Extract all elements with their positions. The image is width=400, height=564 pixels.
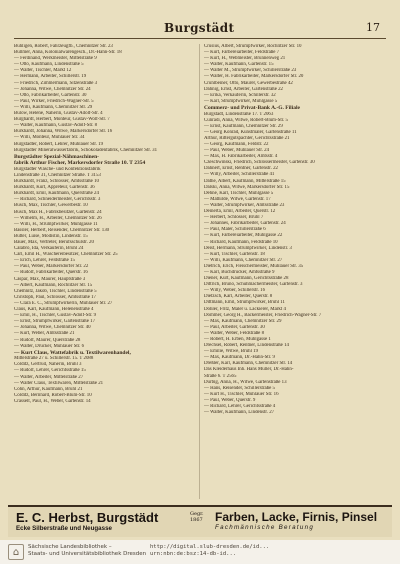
directory-entry: — Herbert, Schlosser, Brühl 7 bbox=[204, 215, 264, 221]
directory-entry: — Johanna, Witwe, Chemnitzer Str. 40 bbox=[14, 325, 91, 331]
directory-entry: — Willy, Arbeiter, Schillerstraße 41 bbox=[204, 172, 275, 178]
directory-entry: — Richard, Kaufmann, Feldstraße 10 bbox=[204, 239, 278, 245]
directory-entry: — Paul, Arbeiter, Gartenstr. 30 bbox=[204, 324, 265, 330]
directory-entry: — Mathilde, Witwe, Gartenstr. 17 bbox=[204, 196, 271, 202]
ad-founded-label: Gegr. bbox=[190, 511, 204, 517]
library-footer bbox=[0, 540, 400, 564]
directory-entry: Claus, Karl, Kaufmann, Helenenstraße 4 bbox=[14, 307, 94, 313]
directory-entry: Das Kleiderhaus Inh. Hans Müller, Dr.-Hahn- bbox=[204, 367, 294, 373]
directory-entry: Bühligen, Robert, Fahrzeugfb., Chemnitzer Str. 23 bbox=[14, 44, 113, 49]
directory-entry: — Walter Claus, Textilwaren, Mittelstraße 21 bbox=[14, 380, 104, 386]
directory-entry: Drechsel, Robert, Rentner, Lindenstraße 14 bbox=[204, 343, 289, 349]
directory-entry: — Emilie, Witwe, Brühl 19 bbox=[204, 349, 259, 355]
directory-entry: — Kurt, Färbereiarbeiter, Mühlgasse 22 bbox=[204, 233, 283, 239]
directory-entry: — Hans, Reisender, Schillerstraße 5 bbox=[204, 385, 275, 391]
library-name bbox=[28, 544, 146, 558]
directory-entry: — Clara E. C., Strumpfwirkerin, Mühlauer Str. 27 bbox=[14, 300, 113, 306]
ad-founded bbox=[190, 511, 214, 523]
directory-entry: — Kurt, Weber, Amtsstraße 21 bbox=[14, 331, 75, 337]
directory-entry: — Richard, Schneidermeister, Gerichtsstr. 3 bbox=[14, 197, 101, 203]
directory-entry: Colditz, Gertrud, Näherin, Brühl 3 bbox=[14, 362, 82, 368]
column-divider bbox=[199, 44, 200, 499]
directory-entry: — Erika, Verkäuferin, Schillerstr. 32 bbox=[204, 92, 276, 98]
directory-entry: Bauer, Max, Vertreter, Berufsschulstr. 20 bbox=[14, 240, 94, 245]
source-url-line-2: urn:nbn:de:bsz:14-db-id... bbox=[150, 551, 237, 557]
directory-entry: — Georg Konrad, Kunstmaler, Gartenstraße 11 bbox=[204, 129, 297, 135]
directory-entry: — Walter, Arbeiter, Mittelstraße 27 bbox=[14, 374, 84, 380]
herbst-ad bbox=[16, 510, 186, 532]
directory-entry: — Rudolf, Lehrer, Gerichtsstraße 15 bbox=[14, 368, 86, 374]
directory-entry: Dittrich, Bruno, Schuhmachermeister, Gartenstr. 3 bbox=[204, 282, 303, 288]
directory-entry: — Kurt H., Tischler, Mühlauer Str. 16 bbox=[204, 391, 279, 397]
directory-entry: — Emil, H., Tischler, Gustav-Adolf-Str. 9 bbox=[14, 313, 97, 319]
directory-entry: — Walter, Kaufmann, Gartenstr. 15 bbox=[204, 62, 274, 68]
directory-entry: Caspar, Max, Maurer, Hauptstraße 3 bbox=[14, 276, 86, 282]
directory-entry: — Ernst, Kaufmann, Chemnitzer Str. 29 bbox=[204, 123, 283, 129]
directory-entry: Burghardt, Herbert, Monteur, Gustav-Wolf-Str. 7 bbox=[14, 117, 110, 123]
directory-entry: — Walter, Weber, Feldstraße 8 bbox=[204, 330, 265, 336]
library-line-2: Staats- und Universitätsbibliothek Dresden bbox=[28, 551, 147, 557]
directory-entry: Commerz- und Privat-Bank A.-G. Filiale bbox=[204, 104, 300, 111]
directory-entry: Deinerta, Emil, Arbeiter, Querstr. 12 bbox=[204, 209, 276, 215]
directory-entry: Straße 6. T 2565 bbox=[204, 373, 237, 379]
directory-entry: Carl, Emil H., Wäschereibesitzer, Chemnitzer Str. 25 bbox=[14, 252, 118, 258]
left-column bbox=[14, 44, 196, 405]
directory-entry: Bullmer, Anna, Kolonialwarengesch., Dr.-Hahn-Str. 18 bbox=[14, 50, 122, 56]
directory-entry: — Walter, Kaufmann, Lindenstr. 27 bbox=[204, 410, 275, 416]
directory-entry: Colditz, Bernhard, Robert-Blum-Str. 10 bbox=[14, 392, 92, 398]
directory-entry: Cohn, Arthur, Kaufmann, Brühl 21 bbox=[14, 386, 83, 392]
page-header bbox=[14, 18, 386, 39]
directory-entry: — Paul, Weber, Markersdorfer Str. 22 bbox=[14, 264, 89, 270]
directory-entry: — Rudolf, Fabrikarbeiter, Querstr. 16 bbox=[14, 270, 88, 276]
directory-entry: Czeschwinski, Friedrich, Schlossermeister, Gartenstr. 30 bbox=[204, 160, 315, 166]
directory-entry: Calabrò, Ida, Verkäuferin, Brühl 24 bbox=[14, 246, 84, 252]
directory-entry: — Kurt, Färbereiarbeiter, Feldstraße 7 bbox=[204, 50, 280, 56]
directory-entry: — Kurt Claus, Wattefabrik u. Textilwarenhandel, bbox=[14, 349, 131, 356]
directory-entry: — Rudolf, Maurer, Querstraße 28 bbox=[14, 337, 81, 343]
directory-entry: Deist, Hermann, Strumpfwirker, Lindenstr. 3 bbox=[204, 245, 292, 251]
directory-entry: — Willi, Monteur, Mühlauer Str. 34 bbox=[14, 135, 85, 141]
ad-address: Ecke Silberstraße und Neugasse bbox=[16, 525, 112, 532]
directory-entry: Burgstädter, Robert, Lehrer, Mühlauer Str. 19 bbox=[14, 141, 104, 147]
directory-entry: — Georg, Kaufmann, Feldstr. 22 bbox=[204, 142, 269, 147]
directory-entry: — Willi, Kaufmann, Chemnitzer Str. 29 bbox=[14, 104, 93, 110]
directory-entry: — Richard, Lehrer, Gerichtsstraße 4 bbox=[204, 404, 276, 410]
advertisement-strip bbox=[8, 505, 392, 537]
directory-entry: Burgstädter Spezial-Nähmaschinen- bbox=[14, 153, 99, 160]
directory-entry: Dalski, Anna, Witwe, Markersdorfer Str. 15 bbox=[204, 184, 290, 190]
directory-entry: — Willi, Kaufmann, Chemnitzer Str. 27 bbox=[204, 257, 283, 263]
directory-entry: — Karl, Strumpfwirker, Mühlgasse 5 bbox=[204, 98, 278, 104]
directory-entry: — Friedrich, Zimmermann, Sitzenstraße 3 bbox=[14, 80, 98, 86]
directory-entry: Burgstädt, Lindenstraße 17. T 2063 bbox=[204, 111, 274, 117]
directory-entry: — Willi, H., Strumpfwirker, Mühlgasse 11 bbox=[14, 221, 98, 227]
directory-entry: — Robert, H. Erben, Mühlgasse 1 bbox=[204, 337, 271, 342]
directory-entry: — Paul, Weber, Querstr. 9 bbox=[204, 397, 256, 403]
directory-entry: — Ferdinand, Werkmeister, Mittelstraße 9 bbox=[14, 56, 97, 62]
directory-entry: fabrik Arthur Fischer, Markersdorfer Straße 10. T 2354 bbox=[14, 160, 146, 167]
ad-company-name: E. C. Herbst, Burgstädt bbox=[16, 510, 159, 525]
directory-entry: — Walter, Kaufmann, Gustav-Adolf-Str. 8 bbox=[14, 123, 98, 129]
directory-entry: Burkhardt, Franz, Schlosser, Amtsstraße 10 bbox=[14, 179, 99, 185]
directory-entry: Dommer, Georg H., Bäckermeister, Friedrich-Wagner-Str. 7 bbox=[204, 312, 322, 318]
directory-entry: Dittmann, Emil, Strumpfwirker, Brühl 11 bbox=[204, 300, 285, 306]
directory-entry: Dähnig, Ernst, Arbeiter, Gartenstraße 22 bbox=[204, 86, 283, 92]
directory-entry: Diener, Kurt, Kaufmann, Gerichtsstraße 28 bbox=[204, 276, 289, 282]
directory-entry: — Max, Kaufmann, Dr.-Hahn-Str. 9 bbox=[204, 355, 275, 361]
directory-entry: — Erich, Lehrer, Feldstraße 15 bbox=[14, 258, 75, 264]
directory-entry: Busch, Max, Tischler, Gewerbestr. 10 bbox=[14, 203, 88, 209]
page-number: 17 bbox=[366, 21, 380, 34]
directory-entry: Crasselt, Paul, H., Weber, Gartenstr. 14 bbox=[14, 398, 91, 404]
directory-entry: — Willy, Weber, Schillerstr. 16 bbox=[204, 288, 266, 294]
directory-entry: Burkhardt, Kurt, Appreteur, Gartenstr. 36 bbox=[14, 185, 95, 191]
ad-subtitle: Fachmännische Beratung bbox=[215, 524, 315, 531]
directory-entry: — Hermann, Arbeiter, Schillerstr. 19 bbox=[14, 74, 87, 80]
library-line-1: Sächsische Landesbibliothek – bbox=[28, 544, 112, 550]
directory-entry: Butter, Luise, Modistin, Lindenstr. 15 bbox=[14, 233, 88, 239]
directory-entry: Döhler, Fritz, Maler u. Lackierer, Markt 4 bbox=[204, 306, 286, 312]
directory-entry: — Kurt, H., Webmeister, Brunnenweg 21 bbox=[204, 56, 286, 62]
directory-entry: — Johannes, Fabrikarbeiter, Gartenstr. 24 bbox=[204, 221, 286, 227]
directory-entry: Bässler, Herbert, Reisender, Chemnitzer Str. 130 bbox=[14, 227, 110, 233]
directory-entry: Dreßler, Karl, Kaufmann, Chemnitzer Str. 14 bbox=[204, 361, 293, 367]
directory-entry: Lindenstraße 31, Chemnitzer Straße. T 3153 bbox=[14, 172, 101, 178]
directory-entry: Burgstädter Wäsche- und Konfektionsfabrik bbox=[14, 166, 101, 172]
ad-products: Farben, Lacke, Firnis, Pinsel bbox=[215, 510, 378, 524]
directory-entry: Cunradi, Anna, Witwe, Robert-Blum-Str. 5 bbox=[204, 117, 288, 123]
library-logo-icon: ⌂ bbox=[8, 544, 24, 560]
directory-entry: Mittelstraße 27 u. Schillerstr. 15. T 2088 bbox=[14, 356, 94, 362]
directory-entry: — Paul, Wirker, Friedrich-Wagner-Str. 5 bbox=[14, 98, 94, 104]
directory-entry: Dürbig, Anna, H., Witwe, Gartenstraße 13 bbox=[204, 379, 287, 385]
directory-entry: — Walter, H. Fabrikarbeiter, Markersdorfer Str. 20 bbox=[204, 74, 304, 80]
directory-entry: Christoph, Paul, Schlosser, Amtsstraße 17 bbox=[14, 294, 96, 300]
directory-entry: Burkhardt, Emil, Kaufmann, Querstraße 24 bbox=[14, 191, 99, 197]
directory-entry: — Ernst, Strumpfwirker, Gartenstraße 17 bbox=[14, 319, 96, 325]
directory-entry: — Karl, Buchdrucker, Amtsstraße 9 bbox=[204, 269, 275, 275]
directory-entry: — Otto, Fabrikarbeiter, Gartenstr. 30 bbox=[14, 92, 87, 98]
directory-entry: — Otto, Kaufmann, Lindenstraße 5 bbox=[14, 62, 84, 68]
directory-entry: — Kurt, Tischler, Gartenstr. 18 bbox=[204, 251, 265, 257]
right-column bbox=[204, 44, 386, 416]
directory-entry: — Walter, Tischler, Markt 12 bbox=[14, 68, 72, 74]
source-url[interactable] bbox=[150, 544, 269, 558]
directory-entry: — Wilhelm, H., Arbeiter, Chemnitzer Str. 26 bbox=[14, 215, 102, 221]
directory-entry: Bülow, Helene, Näherin, Gustav-Adolf-Str. 4 bbox=[14, 111, 103, 117]
directory-entry: — Max, Kaufmann, Chemnitzer Str. 29 bbox=[204, 318, 282, 324]
directory-entry: — Paul, Maler, Schillerstraße 6 bbox=[204, 227, 266, 233]
directory-entry: Crusius, Albert, Strumpfwirker, Rochlitzer Str. 10 bbox=[204, 44, 302, 49]
directory-entry: Burkhardt, Johanna, Witwe, Markersdorfer Str. 16 bbox=[14, 129, 113, 135]
directory-entry: — Walter M., Strumpfwirker, Schillerstraße 23 bbox=[204, 68, 297, 74]
directory-entry: Dietzsch, Karl, Arbeiter, Querstr. 8 bbox=[204, 294, 273, 300]
directory-entry: Busch, Max H., Fabrikbesitzer, Gartenstr. 24 bbox=[14, 209, 102, 215]
directory-entry: Burgstädter Mineralwasserfabrik, Schokoladenfabrik, Chemnitzer Str. 31 bbox=[14, 147, 158, 153]
directory-entry: — Walter, Drucker, Mühlauer Str. 6 bbox=[14, 343, 85, 349]
ad-founded-year: 1867 bbox=[190, 517, 203, 523]
directory-entry: — Max, H. Fabrikarbeiter, Amtsstr. 4 bbox=[204, 154, 278, 160]
directory-entry: Dietrich, Erich, Fleischermeister, Mühlauer Str. 35 bbox=[204, 263, 304, 269]
directory-entry: Arthur, Rittergutspächter, Gerichtsstraße 21 bbox=[204, 135, 290, 141]
directory-entry: — Walter, Strumpfwirker, Amtsstraße 23 bbox=[204, 202, 285, 208]
directory-entry: Cruhlbeiner, Otto, Maurer, Gewerbestraße 42 bbox=[204, 80, 293, 86]
directory-entry: Chemnitz, Jakob, Tischler, Lindenstraße 5 bbox=[14, 288, 97, 294]
directory-entry: Dehne, Karl, Tischler, Mühlgasse 5 bbox=[204, 190, 274, 196]
source-url-line-1[interactable]: http://digital.slub-dresden.de/id... bbox=[150, 544, 270, 550]
paint-ad bbox=[215, 510, 387, 531]
directory-entry: — Johanna, Witwe, Chemnitzer Str. 24 bbox=[14, 86, 91, 92]
directory-entry: Dähnert, Ernst, Rentner, Gartenstr. 22 bbox=[204, 166, 278, 172]
directory-entry: Dathe, Albert, Kaufmann, Mittelstraße 15 bbox=[204, 178, 286, 184]
page-title: Burgstädt bbox=[164, 21, 235, 35]
directory-entry: — Paul, Weber, Mühlauer Str. 24 bbox=[204, 148, 270, 154]
directory-entry: — Albert, Kaufmann, Rochlitzer Str. 15 bbox=[14, 282, 93, 288]
